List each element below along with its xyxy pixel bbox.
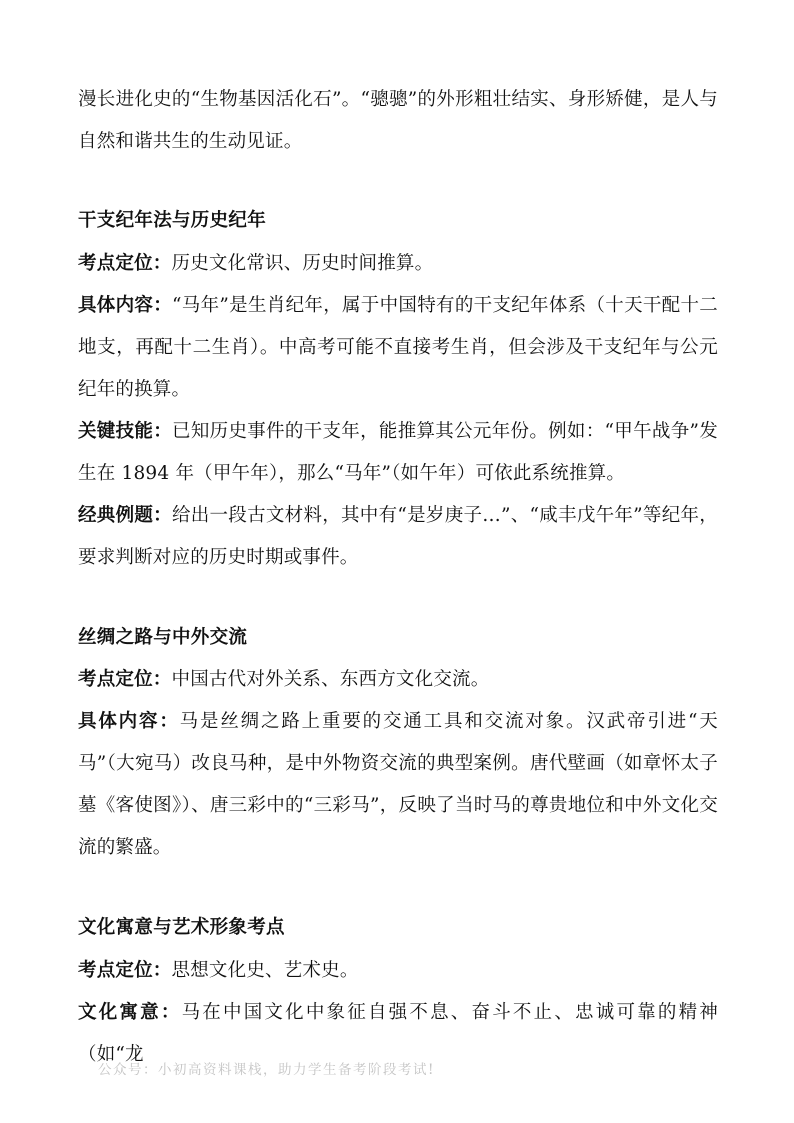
culture-positioning <box>78 950 718 992</box>
section-silkroad-title: 丝绸之路与中外交流 <box>78 627 248 648</box>
ganzhi-positioning-text: 历史文化常识、历史时间推算。 <box>171 253 434 274</box>
ganzhi-skill-label: 关键技能： <box>78 421 173 442</box>
culture-meaning-label: 文化寓意： <box>78 1002 182 1023</box>
silkroad-content-label: 具体内容： <box>78 711 180 732</box>
silkroad-positioning-text: 中国古代对外关系、东西方文化交流。 <box>171 669 490 690</box>
section-culture-title: 文化寓意与艺术形象考点 <box>78 917 285 938</box>
ganzhi-content <box>78 285 718 411</box>
intro-text: 漫长进化史的“生物基因活化石”。“骢骢”的外形粗壮结实、身形矫健，是人与自然和谐共生的生动见证。 <box>78 89 718 152</box>
ganzhi-example-text: 给出一段古文材料，其中有“是岁庚子…”、“咸丰戊午年”等纪年，要求判断对应的历史时期或事件。 <box>78 505 718 568</box>
ganzhi-skill <box>78 411 718 495</box>
culture-positioning-label: 考点定位： <box>78 960 172 981</box>
intro-paragraph <box>78 79 718 163</box>
silkroad-content-text: 马是丝绸之路上重要的交通工具和交流对象。汉武帝引进“天马”（大宛马）改良马种，是中外物资交流的典型案例。唐代壁画（如章怀太子墓《客使图》）、唐三彩中的“三彩马”，反映了当时马的尊贵地位和中外文化交流的繁盛。 <box>78 711 718 858</box>
silkroad-positioning-label: 考点定位： <box>78 669 172 690</box>
culture-meaning-text: 马在中国文化中象征自强不息、奋斗不止、忠诚可靠的精神（如“龙 <box>78 1002 718 1065</box>
footer-watermark: 公众号：小初高资料课栈，助力学生备考阶段考试! <box>98 1062 435 1078</box>
silkroad-positioning <box>78 659 718 701</box>
culture-positioning-text: 思想文化史、艺术史。 <box>171 960 359 981</box>
silkroad-content <box>78 701 718 869</box>
ganzhi-example-label: 经典例题： <box>78 505 172 526</box>
ganzhi-content-label: 具体内容： <box>78 295 173 316</box>
ganzhi-positioning-label: 考点定位： <box>78 253 172 274</box>
ganzhi-skill-text: 已知历史事件的干支年，能推算其公元年份。例如：“甲午战争”发生在 1894 年（甲午年），那么“马年”（如午年）可依此系统推算。 <box>78 421 718 484</box>
ganzhi-example <box>78 495 718 579</box>
ganzhi-content-text: “马年”是生肖纪年，属于中国特有的干支纪年体系（十天干配十二地支，再配十二生肖）。中高考可能不直接考生肖，但会涉及干支纪年与公元纪年的换算。 <box>78 295 718 400</box>
ganzhi-positioning <box>78 243 718 285</box>
section-ganzhi-title: 干支纪年法与历史纪年 <box>78 210 267 231</box>
